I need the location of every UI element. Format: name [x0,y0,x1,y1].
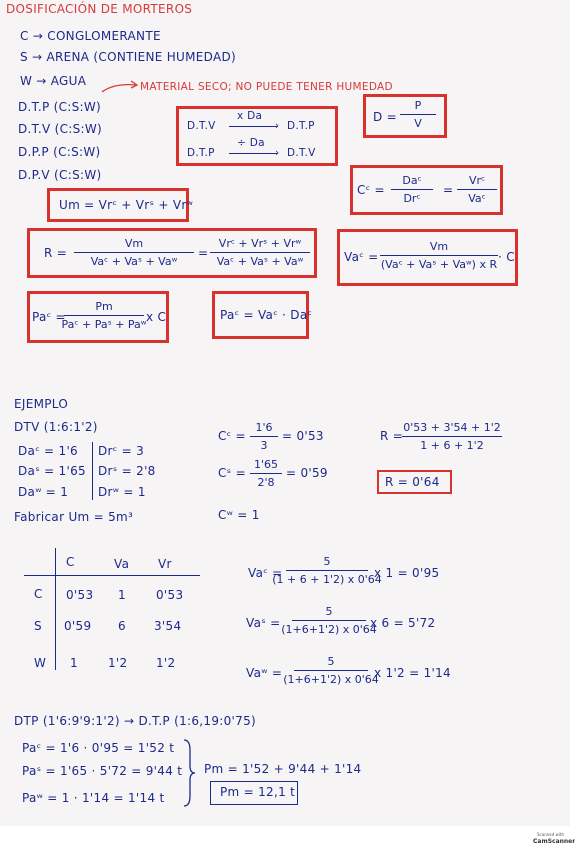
fraction-num: Pm [95,300,113,313]
fraction-num: Vrᶜ [468,174,486,187]
row-label: C [34,587,43,601]
pa-formula-2: Paᶜ = Vaᶜ · Daᶜ [220,308,313,322]
fraction-den: 3 [260,439,268,452]
va-calc-c-fraction [272,555,382,586]
va-fraction [380,240,498,271]
fraction-num: Vrᶜ + Vrˢ + Vrʷ [218,237,302,250]
va-calc-c-lhs: Vaᶜ = [248,566,283,580]
legend-conglomerante: C → CONGLOMERANTE [20,29,161,43]
dosage-dtp: D.T.P (C:S:W) [18,100,102,114]
cell-vr: 3'54 [154,619,182,633]
cell-va: 6 [118,619,126,633]
fraction-num: 5 [325,605,333,618]
pa-w-calc: Paʷ = 1 · 1'14 = 1'14 t [22,791,165,805]
equals-sign: = [443,183,454,197]
fraction-den: Vaᶜ + Vaˢ + Vaʷ [216,255,304,268]
arrow-line [229,153,277,154]
pm-result-box [210,781,298,805]
cell-vr: 1'2 [156,656,176,670]
va-calc-w-fraction [283,655,379,686]
cs-result: = 0'59 [286,466,328,480]
fraction-den: 2'8 [257,476,275,489]
density-lhs: D = [373,110,398,124]
fraction-den: Drᶜ [403,192,421,205]
va-tail: · C [498,250,515,264]
r-example-lhs: R = [380,429,404,443]
legend-agua: W → AGUA [20,74,87,88]
cell-va: 1'2 [108,656,128,670]
va-calc-s-result: x 6 = 5'72 [370,616,436,630]
pa-formula-box-2 [212,291,313,339]
pa-s-calc: Paˢ = 1'65 · 5'72 = 9'44 t [22,764,183,778]
fraction-den: (Vaᶜ + Vaˢ + Vaʷ) x R [380,258,498,271]
conversion-dtv: D.T.V [187,120,216,132]
conversion-dtp-2: D.T.P [187,147,215,159]
va-calc-c-result: x 1 = 0'95 [374,566,440,580]
density-numerator: P [414,99,422,112]
cell-va: 1 [118,588,126,602]
scanner-line-1: Scanned with [537,832,565,837]
table-vertical-line [55,548,56,670]
fraction-num: 1'65 [253,458,279,471]
r-example-fraction [402,421,502,452]
brace-icon [180,738,198,808]
example-drs: Drˢ = 2'8 [98,464,156,478]
arrow-head-icon: › [275,120,280,132]
example-drw: Drʷ = 1 [98,485,146,499]
pm-sum: Pm = 1'52 + 9'44 + 1'14 [204,762,362,776]
r-fraction-2 [210,237,310,268]
example-das: Daˢ = 1'65 [18,464,86,478]
row-label: W [34,656,47,670]
compactness-fraction-2 [457,174,497,205]
fraction-num: 0'53 + 3'54 + 1'2 [403,421,501,434]
divider [92,442,93,500]
fraction-num: Vm [429,240,449,253]
cc-lhs: Cᶜ = [218,429,246,443]
fraction-den: (1+6+1'2) x 0'64 [281,623,377,636]
fraction-den: Paᶜ + Paˢ + Paʷ [61,318,147,331]
dosage-dpp: D.P.P (C:S:W) [18,145,101,159]
example-fabricar: Fabricar Um = 5m³ [14,510,134,524]
arrow-line [229,126,277,127]
pa-formula-box [27,291,169,343]
fraction-den: (1 + 6 + 1'2) x 0'64 [272,573,382,586]
density-formula-box [363,94,447,138]
compactness-formula-box [350,165,503,215]
conversion-op-multiply: x Da [237,110,263,122]
example-dac: Daᶜ = 1'6 [18,444,78,458]
cs-lhs: Cˢ = [218,466,246,480]
pa-tail: x C [146,310,167,324]
compactness-fraction-1 [391,174,433,205]
density-denominator: V [414,117,422,130]
r-formula-box [27,228,317,278]
pa-lhs: Paᶜ = [32,310,66,324]
row-label: S [34,619,42,633]
cell-c: 0'59 [64,619,92,633]
fraction-den: (1+6+1'2) x 0'64 [283,673,379,686]
example-drc: Drᶜ = 3 [98,444,145,458]
table-header-va: Va [114,557,130,571]
cc-result: = 0'53 [282,429,324,443]
fraction-num: Vm [124,237,144,250]
um-formula-box [47,188,194,222]
compactness-lhs: Cᶜ = [357,183,385,197]
pa-c-calc: Paᶜ = 1'6 · 0'95 = 1'52 t [22,741,175,755]
equals-sign: = [198,246,209,260]
va-calc-s-lhs: Vaˢ = [246,616,281,630]
fraction-num: Daᶜ [402,174,422,187]
va-lhs: Vaᶜ = [344,250,379,264]
table-header-c: C [66,555,75,569]
conversion-box [176,106,338,166]
camscanner-logo [533,832,575,846]
va-calc-w-lhs: Vaʷ = [246,666,283,680]
va-calc-w-result: x 1'2 = 1'14 [374,666,451,680]
cell-c: 1 [70,656,78,670]
dosage-dpv: D.P.V (C:S:W) [18,168,102,182]
fraction-den: 1 + 6 + 1'2 [420,439,484,452]
r-result: R = 0'64 [385,475,440,489]
cs-fraction [250,458,282,489]
cw-value: Cʷ = 1 [218,508,260,522]
r-fraction-1 [74,237,194,268]
dosage-dtv: D.T.V (C:S:W) [18,122,103,136]
density-fraction [400,99,436,130]
um-formula: Um = Vrᶜ + Vrˢ + Vrʷ [59,198,194,212]
cell-c: 0'53 [66,588,94,602]
example-heading: EJEMPLO [14,397,69,411]
dtp-conversion-line: DTP (1'6:9'9:1'2) → D.T.P (1:6,19:0'75) [14,714,256,728]
fraction-num: 5 [323,555,331,568]
fraction-num: 5 [327,655,335,668]
page-title: DOSIFICACIÓN DE MORTEROS [6,2,193,16]
scanner-line-2: CamScanner [533,838,575,845]
conversion-dtp: D.T.P [287,120,315,132]
example-dtv: DTV (1:6:1'2) [14,420,98,434]
example-daw: Daʷ = 1 [18,485,69,499]
fraction-num: 1'6 [255,421,273,434]
pm-result: Pm = 12,1 t [220,785,296,799]
table-horizontal-line [24,575,200,576]
cc-fraction [250,421,278,452]
table-header-vr: Vr [158,557,172,571]
fraction-den: Vaᶜ [468,192,486,205]
pa-fraction [61,300,147,331]
legend-arena: S → ARENA (CONTIENE HUMEDAD) [20,50,237,64]
arrow-head-icon: › [275,147,280,159]
conversion-op-divide: ÷ Da [237,137,265,149]
cell-vr: 0'53 [156,588,184,602]
note-arrow-icon [100,79,140,95]
r-result-box [377,470,452,494]
fraction-den: Vaᶜ + Vaˢ + Vaʷ [90,255,178,268]
va-calc-s-fraction [281,605,377,636]
va-formula-box [337,229,518,286]
conversion-dtv-2: D.T.V [287,147,316,159]
dry-material-note: MATERIAL SECO; NO PUEDE TENER HUMEDAD [140,81,393,93]
r-lhs: R = [44,246,68,260]
